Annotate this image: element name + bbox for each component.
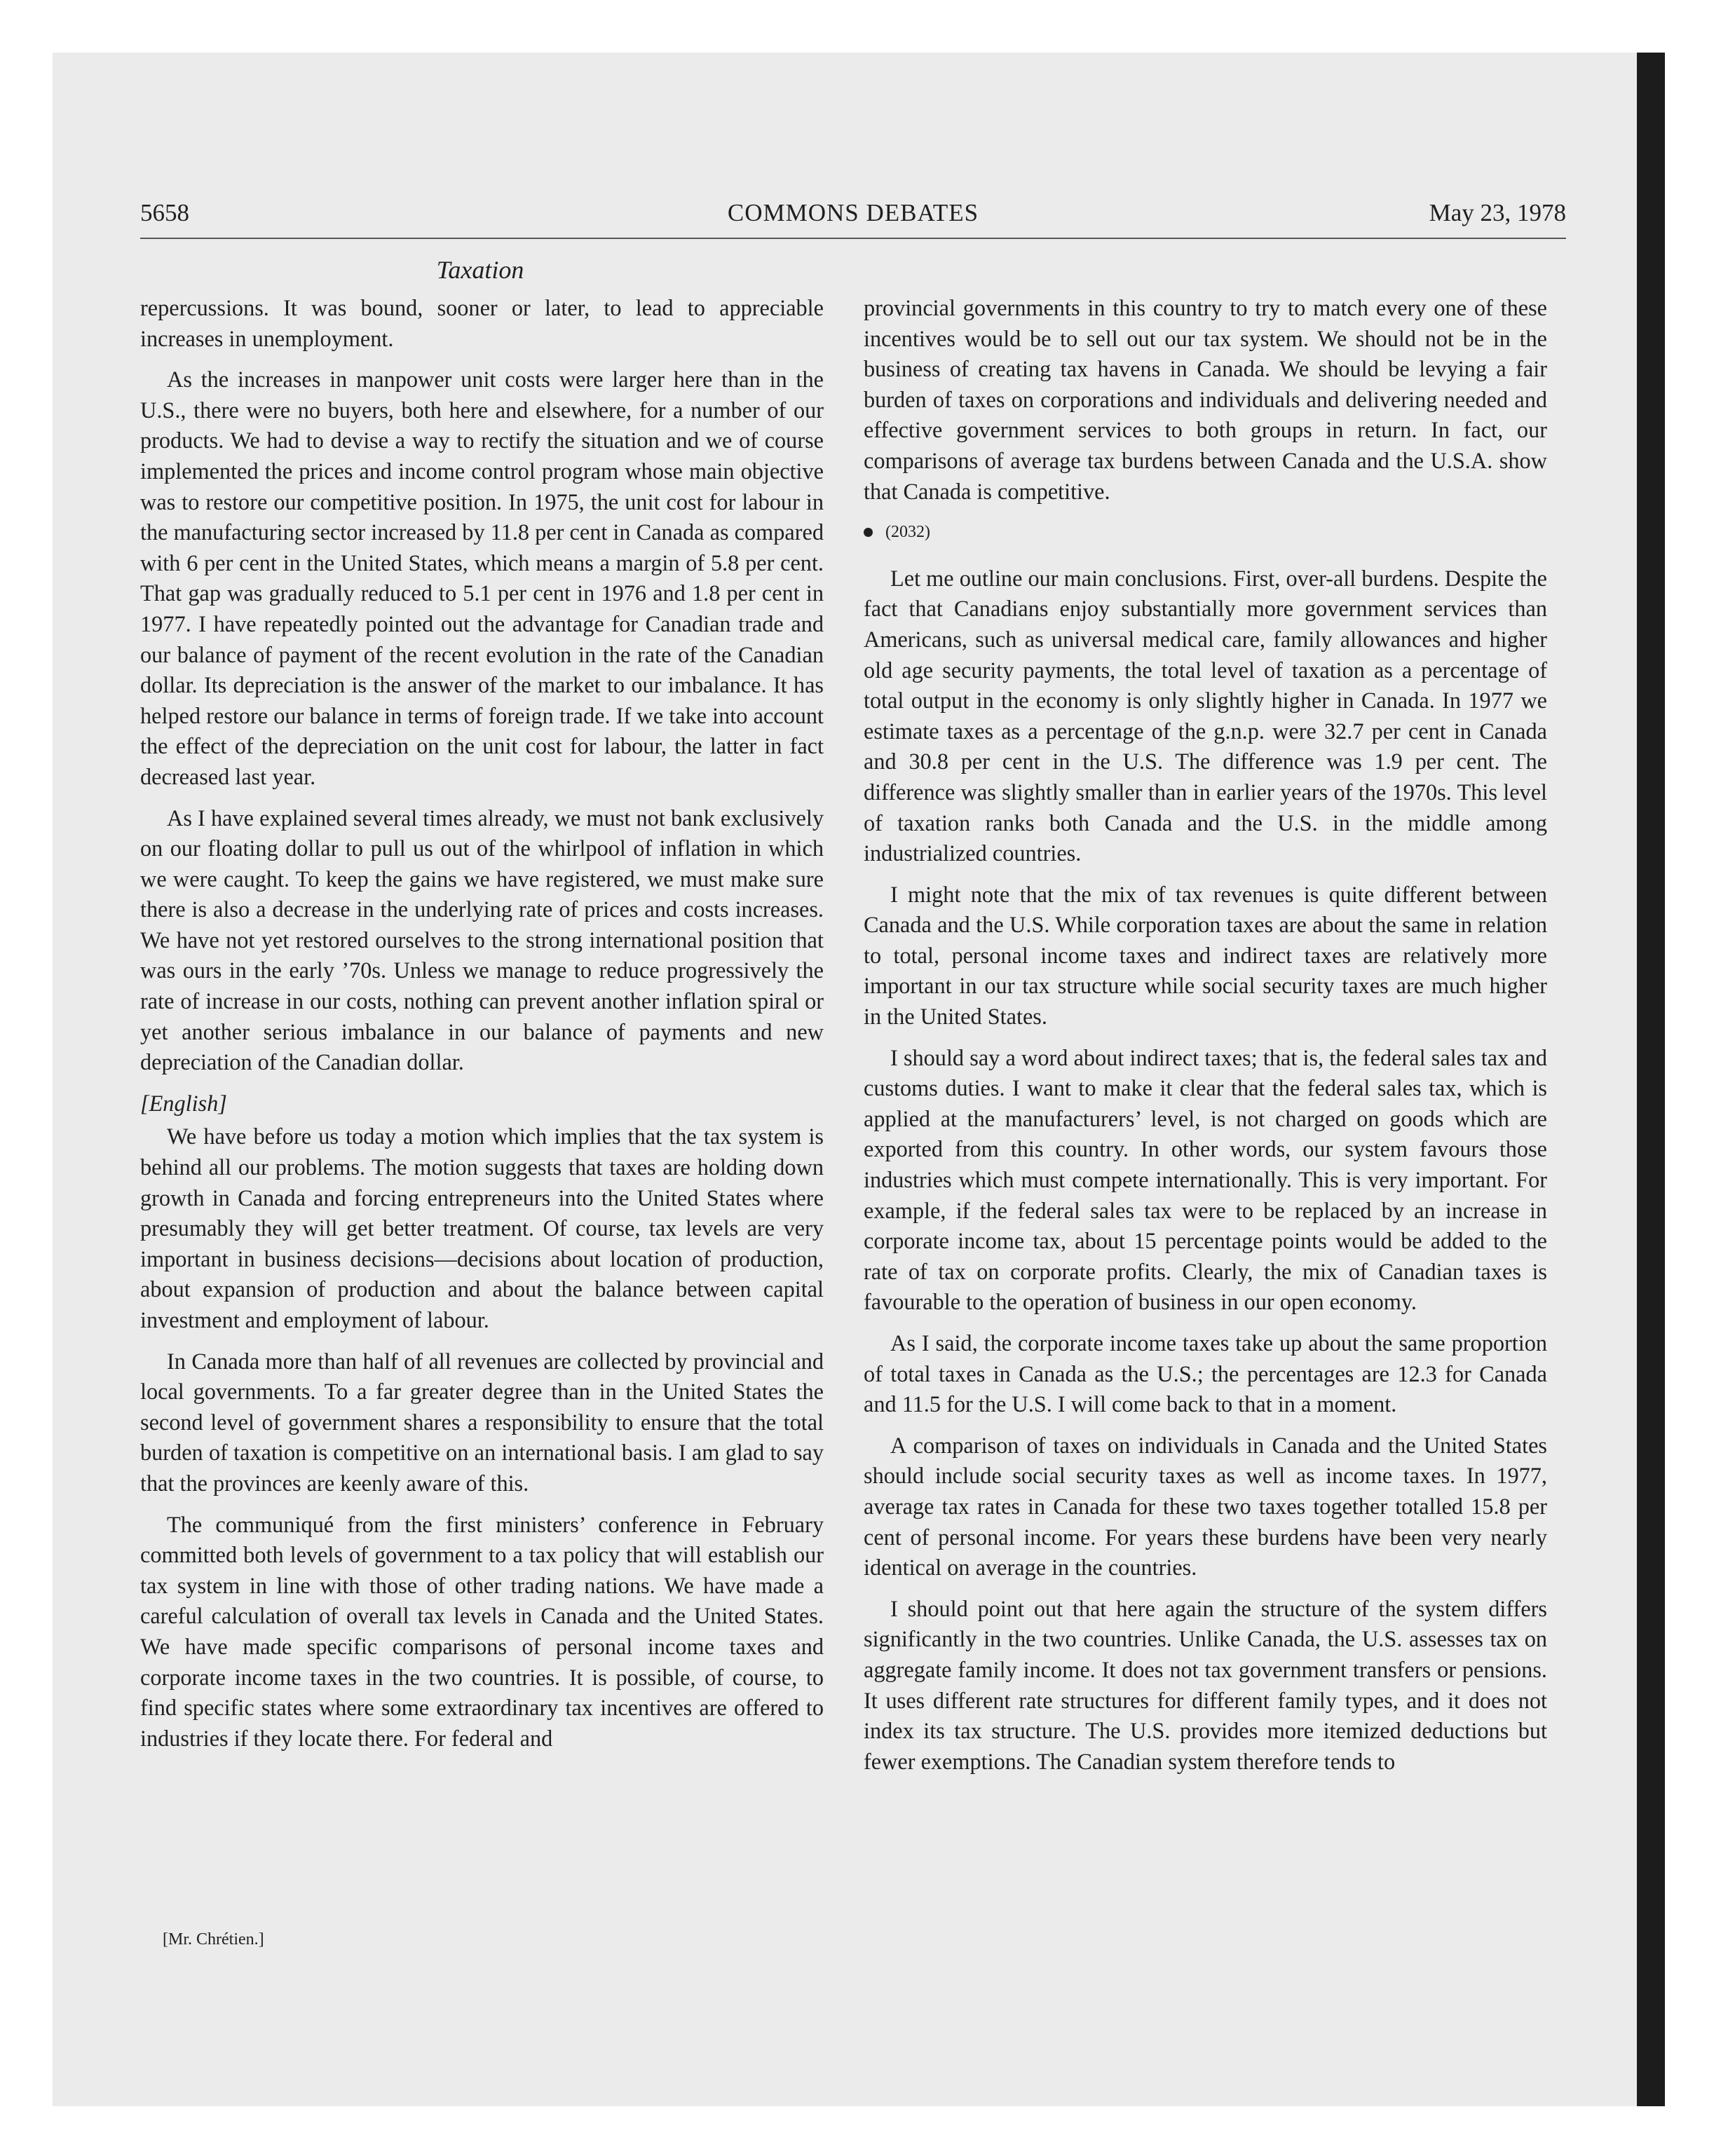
paragraph: I should say a word about indirect taxes; that is, the federal sales tax and customs duties. I want to make it clear that the federal sales tax, which is applied at the manufacturers’ level, is not charged on goods which are exported from this country. In other words, our system favours those industries which must compete internationally. This is very important. For example, if the federal sales tax were to be replaced by an increase in corporate income tax, about 15 percentage points would be added to the rate of tax on corporate profits. Clearly, the mix of Canadian taxes is favourable to the operation of business in our open economy. <box>864 1044 1547 1315</box>
paragraph: Let me outline our main conclusions. First, over-all burdens. Despite the fact that Canadians enjoy substantially more government services than Americans, such as universal medical care, family allowances and higher old age security payments, the total level of taxation as a percentage of total output in the economy is only slightly higher in Canada. In 1977 we estimate taxes as a percentage of the g.n.p. were 32.7 per cent in Canada and 30.8 per cent in the U.S. The difference was 1.9 per cent. The difference was slightly smaller than in earlier years of the 1970s. This level of taxation ranks both Canada and the U.S. in the middle among industrialized countries. <box>864 565 1547 866</box>
bullet-icon <box>864 528 873 537</box>
paragraph: As I have explained several times already, we must not bank exclusively on our floating dollar to pull us out of the whirlpool of inflation in which we were caught. To keep the gains we have registered, we must make sure there is also a decrease in the underlying rate of prices and costs increases. We have not yet restored ourselves to the strong international position that was ours in the early ’70s. Unless we manage to reduce progressively the rate of increase in our costs, nothing can prevent another inflation spiral or yet another serious imbalance in our balance of payments and new depreciation of the Canadian dollar. <box>140 805 824 1075</box>
paragraph: provincial governments in this country to try to match every one of these incentives would be to sell out our tax system. We should not be in the business of creating tax havens in Canada. We should be levying a fair burden of taxes on corporations and individuals and delivering needed and effective government services to both groups in return. In fact, our comparisons of average tax burdens between Canada and the U.S.A. show that Canada is competitive. <box>864 295 1547 504</box>
paragraph: I should point out that here again the structure of the system differs significantly in the two countries. Unlike Canada, the U.S. assesses tax on aggregate family income. It does not tax government transfers or pensions. It uses different rate structures for different family types, and it does not index its tax structure. The U.S. provides more itemized deductions but fewer exemptions. The Canadian system therefore tends to <box>864 1595 1547 1774</box>
publication-date: May 23, 1978 <box>1429 199 1566 226</box>
left-column <box>140 293 824 1764</box>
paragraph: We have before us today a motion which implies that the tax system is behind all our problems. The motion suggests that taxes are holding down growth in Canada and forcing entrepreneurs into the United States where presumably they will get better treatment. Of course, tax levels are very important in business decisions—decisions about location of production, about expansion of production and about the balance between capital investment and employment of labour. <box>140 1124 824 1332</box>
paragraph: A comparison of taxes on individuals in Canada and the United States should include social security taxes as well as income taxes. In 1977, average tax rates in Canada for these two taxes together totalled 15.8 per cent of personal income. For years these burdens have been very nearly identical on average in the countries. <box>864 1432 1547 1581</box>
page-number: 5658 <box>140 199 189 226</box>
right-column <box>864 293 1547 1787</box>
page-header <box>140 199 1566 234</box>
paragraph: I might note that the mix of tax revenues is quite different between Canada and the U.S. While corporation taxes are about the same in relation to total, personal income taxes and indirect taxes are relatively more important in our tax structure while social security taxes are much higher in the United States. <box>864 881 1547 1030</box>
time-marker <box>864 517 1547 548</box>
publication-title: COMMONS DEBATES <box>727 199 979 226</box>
paragraph: As I said, the corporate income taxes take up about the same proportion of total taxes in Canada as the U.S.; the percentages are 12.3 for Canada and 11.5 for the U.S. I will come back to that in a moment. <box>864 1330 1547 1417</box>
paragraph: As the increases in manpower unit costs were larger here than in the U.S., there were no buyers, both here and elsewhere, for a number of our products. We had to devise a way to rectify the situation and we of course implemented the prices and income control program whose main objective was to restore our competitive position. In 1975, the unit cost for labour in the manufacturing sector increased by 11.8 per cent in Canada as compared with 6 per cent in the United States, which means a margin of 5.8 per cent. That gap was gradually reduced to 5.1 per cent in 1976 and 1.8 per cent in 1977. I have repeatedly pointed out the advantage for Canadian trade and our balance of payment of the recent evolution in the rate of the Canadian dollar. Its depreciation is the answer of the market to our imbalance. It has helped restore our balance in terms of foreign trade. If we take into account the effect of the depreciation on the unit cost for labour, the latter in fact decreased last year. <box>140 367 824 789</box>
paragraph: In Canada more than half of all revenues are collected by provincial and local governments. To a far greater degree than in the United States the second level of government shares a responsibility to ensure that the total burden of taxation is competitive on an international basis. I am glad to say that the provinces are keenly aware of this. <box>140 1348 824 1496</box>
time-marker-label: (2032) <box>885 523 930 542</box>
paragraph: repercussions. It was bound, sooner or later, to lead to appreciable increases in unemployment. <box>140 295 824 351</box>
language-marker: [English] <box>140 1090 227 1116</box>
scan-edge-shadow <box>1637 53 1665 2106</box>
header-rule <box>140 238 1566 239</box>
running-head: Taxation <box>436 256 524 284</box>
speaker-footer: [Mr. Chrétien.] <box>163 1930 264 1949</box>
paragraph: The communiqué from the first ministers’ conference in February committed both levels of government to a tax policy that will establish our tax system in line with those of other trading nations. We have made a careful calculation of overall tax levels in Canada and the United States. We have made specific comparisons of personal income taxes and corporate income taxes in the two countries. It is possible, of course, to find specific states where some extraordinary tax incentives are offered to industries if they locate there. For federal and <box>140 1511 824 1751</box>
